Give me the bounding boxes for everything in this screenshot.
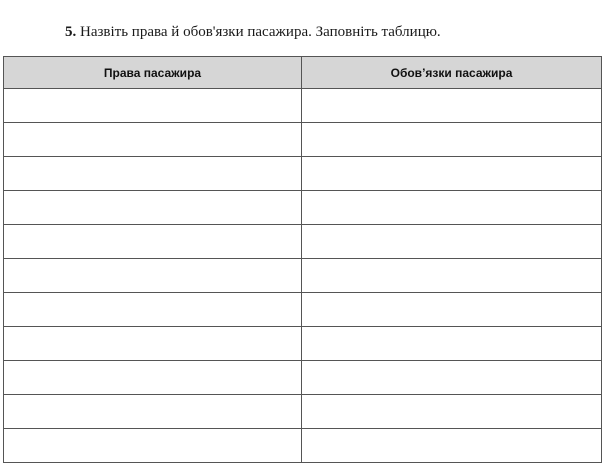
- duties-answer-cell[interactable]: [302, 123, 602, 157]
- table-row: [4, 293, 602, 327]
- table-row: [4, 327, 602, 361]
- rights-answer-cell[interactable]: [4, 225, 302, 259]
- table-body: [4, 89, 602, 463]
- rights-answer-cell[interactable]: [4, 361, 302, 395]
- duties-answer-cell[interactable]: [302, 157, 602, 191]
- header-passenger-duties: Обов’язки пасажира: [302, 57, 602, 89]
- table-row: [4, 259, 602, 293]
- rights-answer-cell[interactable]: [4, 395, 302, 429]
- header-passenger-rights: Права пасажира: [4, 57, 302, 89]
- table-row: [4, 89, 602, 123]
- duties-answer-cell[interactable]: [302, 293, 602, 327]
- task-prompt: [65, 24, 441, 41]
- rights-answer-cell[interactable]: [4, 327, 302, 361]
- task-number: 5.: [65, 24, 77, 40]
- duties-answer-cell[interactable]: [302, 89, 602, 123]
- table-row: [4, 123, 602, 157]
- duties-answer-cell[interactable]: [302, 259, 602, 293]
- table-row: [4, 225, 602, 259]
- duties-answer-cell[interactable]: [302, 327, 602, 361]
- rights-answer-cell[interactable]: [4, 429, 302, 463]
- table-row: [4, 157, 602, 191]
- duties-answer-cell[interactable]: [302, 225, 602, 259]
- table-header-row: [4, 57, 602, 89]
- table-row: [4, 429, 602, 463]
- duties-answer-cell[interactable]: [302, 191, 602, 225]
- task-text: Назвіть права й обов'язки пасажира. Заповніть таблицю.: [80, 24, 441, 40]
- table-row: [4, 395, 602, 429]
- duties-answer-cell[interactable]: [302, 361, 602, 395]
- rights-answer-cell[interactable]: [4, 191, 302, 225]
- table-row: [4, 361, 602, 395]
- rights-answer-cell[interactable]: [4, 293, 302, 327]
- duties-answer-cell[interactable]: [302, 395, 602, 429]
- rights-duties-table: [3, 56, 602, 463]
- rights-answer-cell[interactable]: [4, 89, 302, 123]
- table-row: [4, 191, 602, 225]
- rights-answer-cell[interactable]: [4, 157, 302, 191]
- duties-answer-cell[interactable]: [302, 429, 602, 463]
- rights-answer-cell[interactable]: [4, 123, 302, 157]
- rights-answer-cell[interactable]: [4, 259, 302, 293]
